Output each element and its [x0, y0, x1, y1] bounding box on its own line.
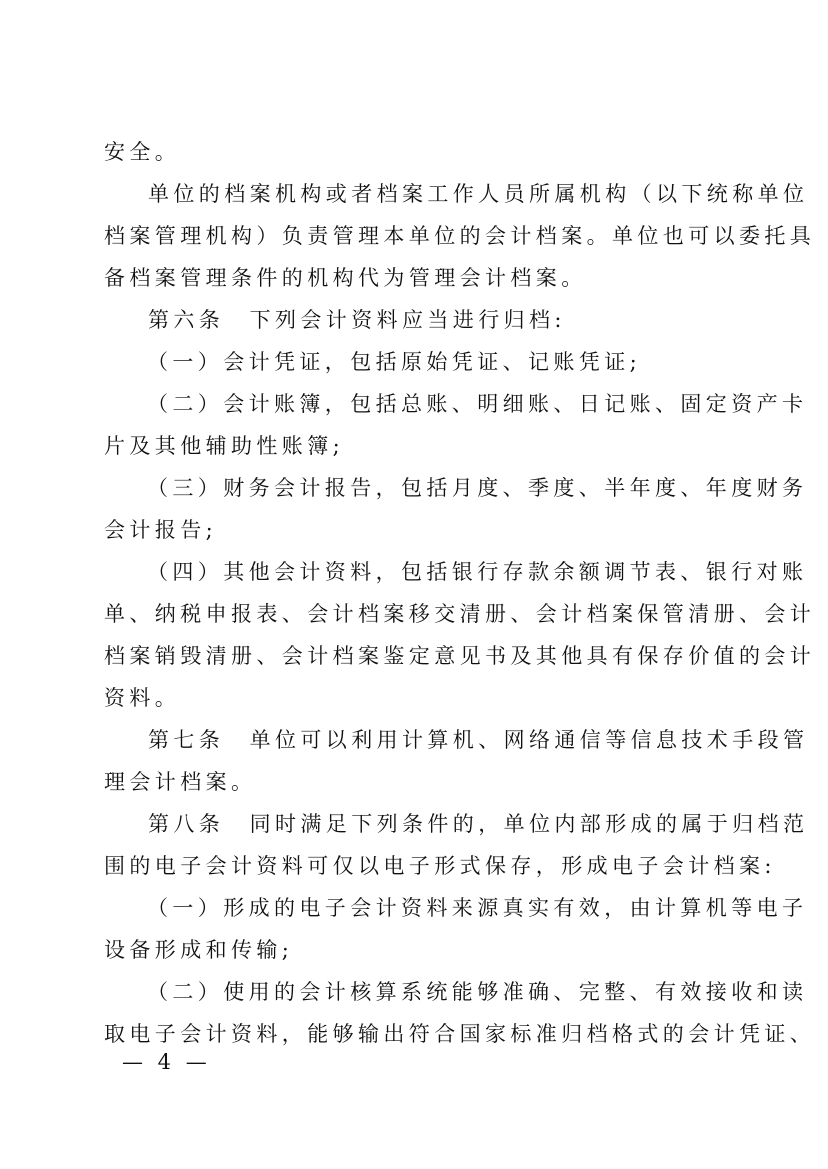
text-line: （四）其他会计资料，包括银行存款余额调节表、银行对账: [147, 560, 808, 584]
article-heading-line: 第六条 下列会计资料应当进行归档:: [148, 308, 566, 332]
text-line: 资料。: [104, 686, 181, 710]
text-line: 设备形成和传输;: [104, 938, 294, 962]
text-line: （一）形成的电子会计资料来源真实有效，由计算机等电子: [147, 896, 808, 920]
text-line: 片及其他辅助性账簿;: [104, 434, 345, 458]
text-line: 安全。: [104, 140, 181, 164]
text-line: 理会计档案。: [104, 770, 257, 794]
text-line: （一）会计凭证，包括原始凭证、记账凭证;: [147, 350, 642, 374]
text-line: 单位的档案机构或者档案工作人员所属机构（以下统称单位: [148, 182, 809, 206]
text-line: 单、纳税申报表、会计档案移交清册、会计档案保管清册、会计: [104, 602, 816, 626]
page-number: — 4 —: [122, 1050, 211, 1074]
text-line: （三）财务会计报告，包括月度、季度、半年度、年度财务: [147, 476, 808, 500]
text-line: 围的电子会计资料可仅以电子形式保存，形成电子会计档案:: [104, 854, 776, 878]
text-line: 会计报告;: [104, 518, 218, 542]
text-line: 备档案管理条件的机构代为管理会计档案。: [104, 266, 587, 290]
text-line: 取电子会计资料，能够输出符合国家标准归档格式的会计凭证、: [104, 1022, 816, 1046]
text-line: 档案销毁清册、会计档案鉴定意见书及其他具有保存价值的会计: [104, 644, 816, 668]
text-line: 档案管理机构）负责管理本单位的会计档案。单位也可以委托具: [104, 224, 816, 248]
article-heading-line: 第八条 同时满足下列条件的，单位内部形成的属于归档范: [148, 812, 809, 836]
text-line: （二）会计账簿，包括总账、明细账、日记账、固定资产卡: [147, 392, 808, 416]
text-line: （二）使用的会计核算系统能够准确、完整、有效接收和读: [147, 980, 808, 1004]
article-heading-line: 第七条 单位可以利用计算机、网络通信等信息技术手段管: [148, 728, 809, 752]
